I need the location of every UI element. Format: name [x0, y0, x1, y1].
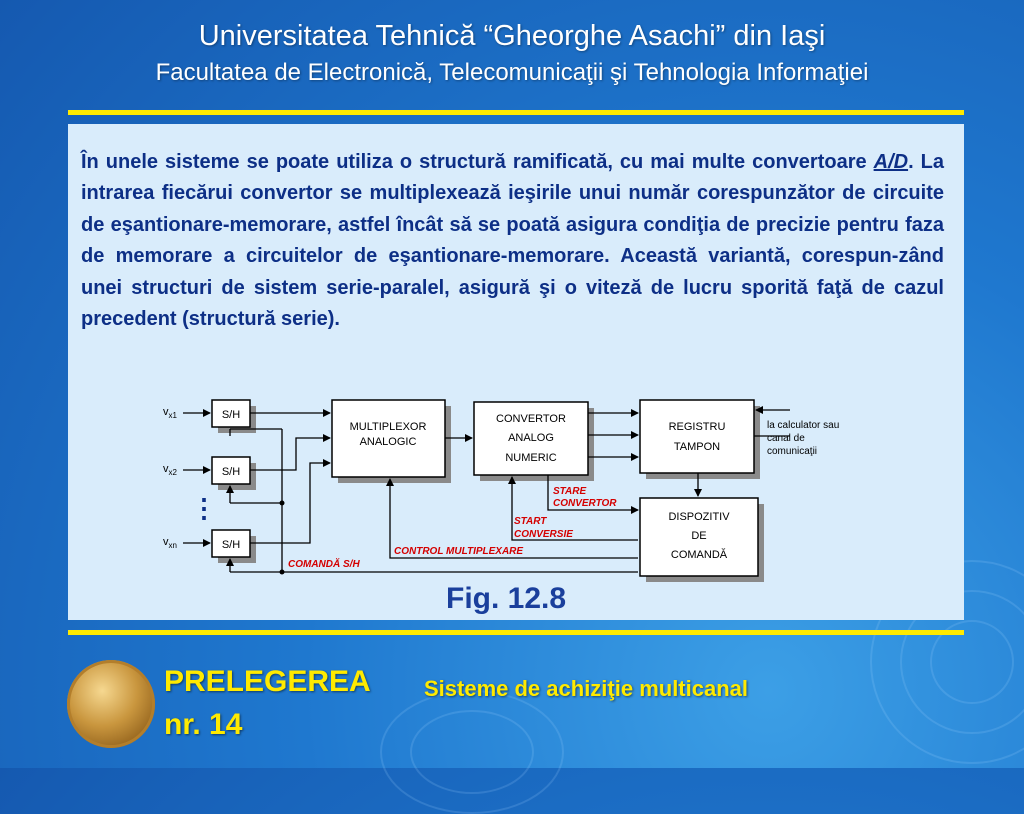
figure-caption: Fig. 12.8: [446, 582, 567, 615]
signal-start-2: CONVERSIE: [514, 529, 573, 540]
mux-label-2: ANALOGIC: [359, 436, 417, 448]
register-box: [640, 400, 754, 473]
output-label-3: comunicaţii: [767, 446, 818, 457]
lecture-number: nr. 14: [164, 708, 243, 741]
adc-label-3: NUMERIC: [505, 452, 557, 464]
input-label-vx1: $v_{x1}$: [163, 406, 177, 420]
output-label-1: la calculator sau: [767, 420, 840, 431]
control-label-3: COMANDĂ: [670, 549, 728, 561]
adc-label-1: CONVERTOR: [496, 413, 566, 425]
ad-highlight: A/D: [873, 151, 909, 173]
adc-label-2: ANALOG: [508, 432, 554, 444]
control-label-2: DE: [691, 530, 707, 542]
faculty-subtitle: Facultatea de Electronică, Telecomunicaţii şi Tehnologia Informaţiei: [155, 59, 869, 86]
signal-stare-1: STARE: [553, 486, 587, 497]
signal-control-mux: CONTROL MULTIPLEXARE: [394, 546, 524, 557]
medal-icon: [67, 660, 155, 748]
control-label-1: DISPOZITIV: [668, 511, 730, 523]
sh-label-1: S/H: [221, 409, 241, 421]
output-label-2: canal de: [767, 433, 805, 444]
sh-label-2: S/H: [221, 466, 241, 478]
sh-label-n: S/H: [221, 539, 241, 551]
mux-label-1: MULTIPLEXOR: [349, 421, 427, 433]
input-label-vx2: $v_{x2}$: [163, 463, 177, 477]
university-title: Universitatea Tehnică “Gheorghe Asachi” din Iaşi: [198, 20, 826, 52]
body-text-start: În unele sisteme se poate utiliza o structură ramificată, cu mai multe convertoare: [81, 151, 874, 173]
lecture-subject: Sisteme de achiziţie multicanal: [424, 676, 749, 701]
signal-start-1: START: [514, 516, 547, 527]
body-text-end: . La intrarea fiecărui convertor se multiplexează ieşirile unui număr corespunzător de circuite de eşantionare-memorare, astfel încât să se poată asigura condiţia de precizie pentru faza de memorare a circuitelor de eşantionare-memorare. Această variantă, corespun-zând unei structuri de sistem serie-paralel, asigură şi o viteză de lucru sporită faţă de cazul precedent (structură serie).: [81, 151, 944, 331]
lecture-title: PRELEGEREA: [164, 665, 371, 698]
register-label-1: REGISTRU: [668, 421, 726, 433]
input-label-vxn: $v_{xn}$: [163, 536, 177, 550]
signal-stare-2: CONVERTOR: [553, 498, 617, 509]
signal-comanda-sh: COMANDĂ S/H: [288, 559, 360, 570]
register-label-2: TAMPON: [673, 441, 721, 453]
vertical-ellipsis: ⋮: [191, 493, 217, 523]
